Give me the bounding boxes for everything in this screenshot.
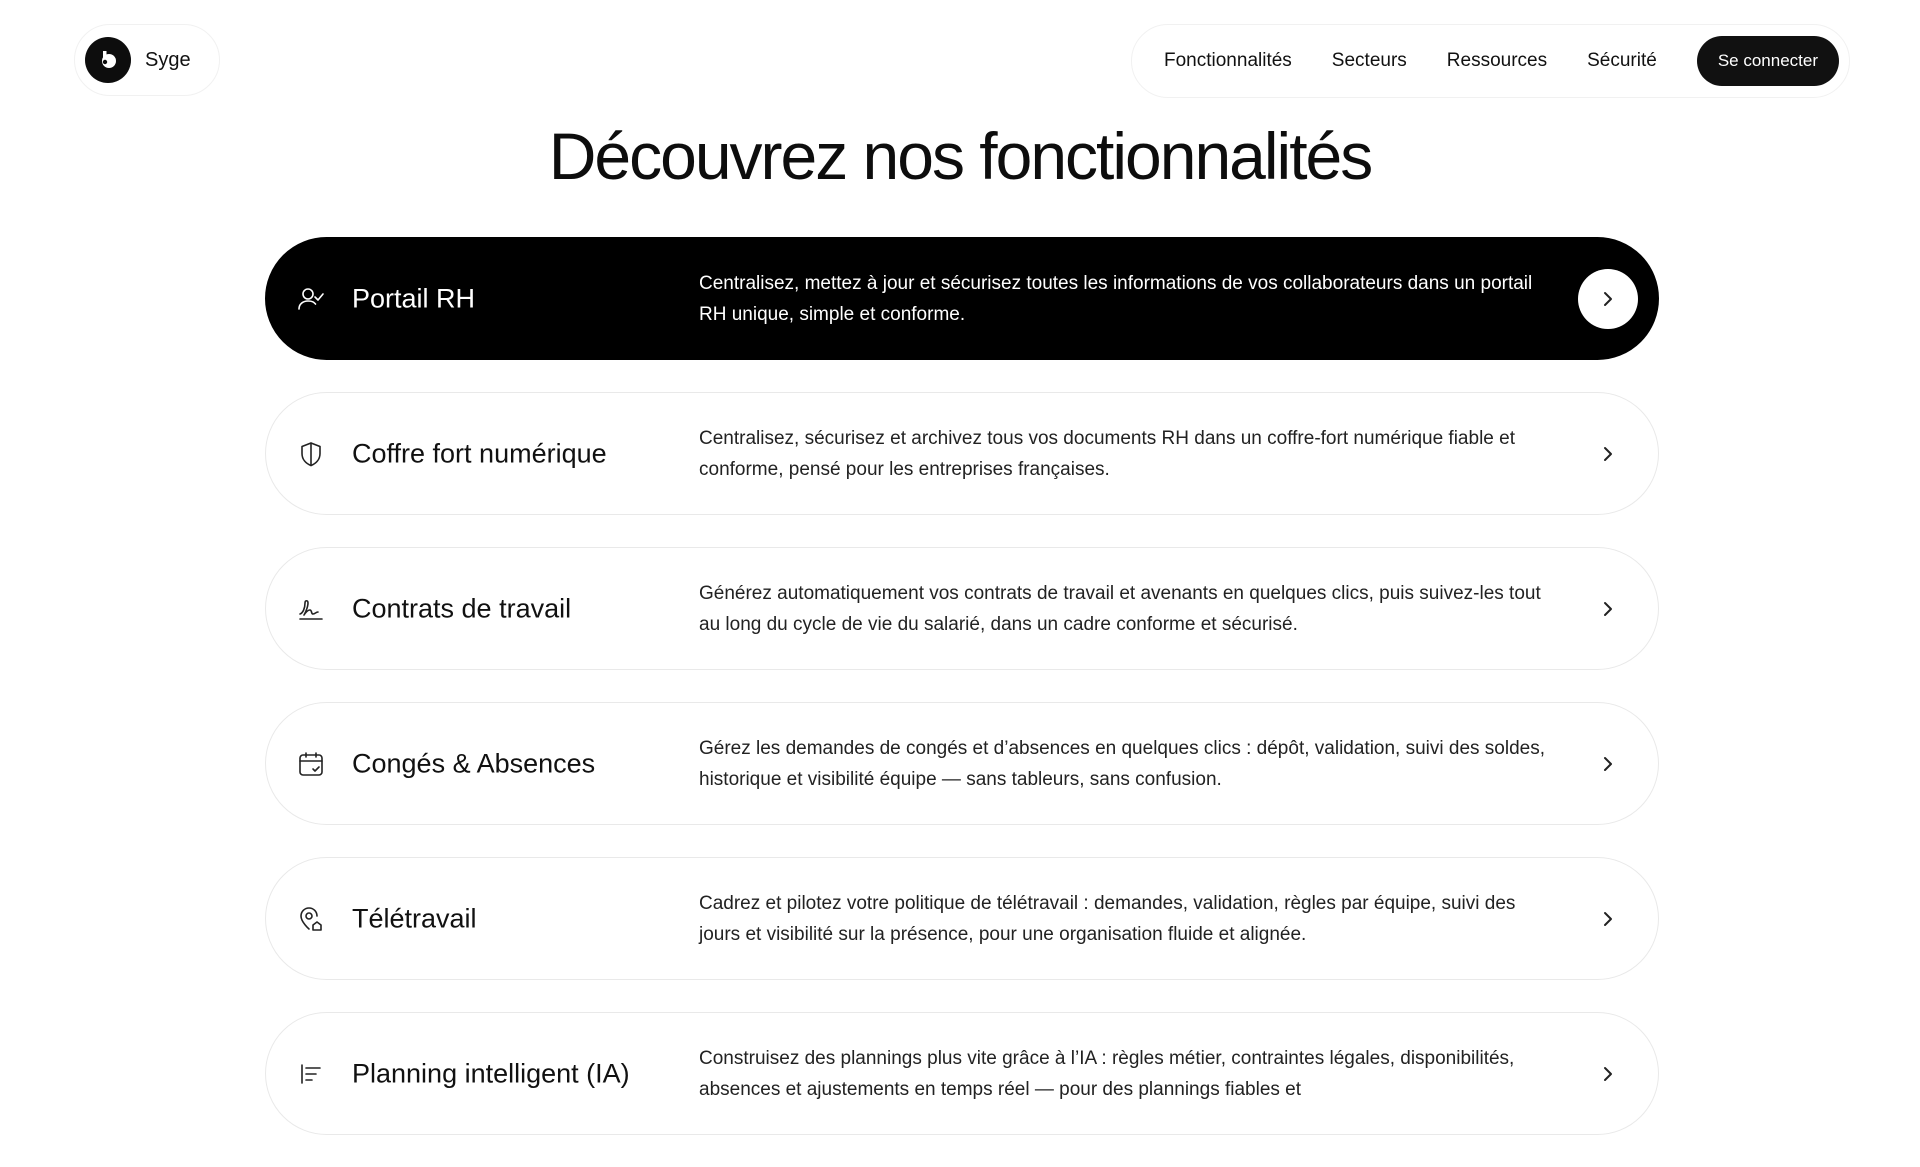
login-button[interactable]: Se connecter (1697, 36, 1839, 86)
feature-description: Construisez des plannings plus vite grâce à l’IA : règles métier, contraintes légales, disponibilités, absences et ajustements en temps réel — pour des plannings fiables et (699, 1047, 1515, 1100)
shield-icon (296, 439, 326, 469)
feature-list (265, 237, 1659, 1167)
feature-title: Portail RH (352, 283, 476, 313)
syge-logo-icon (85, 37, 131, 83)
feature-title: Télétravail (352, 903, 477, 933)
user-check-icon (296, 284, 326, 314)
list-sort-icon (296, 1059, 326, 1089)
feature-card-conges[interactable] (265, 702, 1659, 825)
chevron-right-icon[interactable] (1578, 1044, 1638, 1104)
chevron-right-icon[interactable] (1578, 269, 1638, 329)
nav-link-secteurs[interactable]: Secteurs (1331, 50, 1407, 71)
feature-card-contrats[interactable] (265, 547, 1659, 670)
nav-link-ressources[interactable]: Ressources (1446, 50, 1548, 71)
feature-card-teletravail[interactable] (265, 857, 1659, 980)
calendar-check-icon (296, 749, 326, 779)
feature-title: Coffre fort numérique (352, 438, 607, 468)
feature-card-planning[interactable] (265, 1012, 1659, 1135)
feature-title: Contrats de travail (352, 593, 572, 623)
feature-title: Congés & Absences (352, 748, 596, 778)
chevron-right-icon[interactable] (1578, 889, 1638, 949)
chevron-right-icon[interactable] (1578, 424, 1638, 484)
feature-description: Générez automatiquement vos contrats de travail et avenants en quelques clics, puis suivez-les tout au long du cycle de vie du salarié, dans un cadre conforme et sécurisé. (699, 582, 1541, 635)
signature-icon (296, 594, 326, 624)
feature-title: Planning intelligent (IA) (352, 1058, 630, 1088)
feature-description: Cadrez et pilotez votre politique de télétravail : demandes, validation, règles par équipe, suivi des jours et visibilité sur la présence, pour une organisation fluide et alignée. (699, 892, 1516, 945)
location-home-icon (296, 904, 326, 934)
main-nav (1131, 24, 1850, 98)
feature-description: Gérez les demandes de congés et d’absences en quelques clics : dépôt, validation, suivi des soldes, historique et visibilité équipe — sans tableurs, sans confusion. (699, 737, 1546, 790)
feature-card-portail-rh[interactable] (265, 237, 1659, 360)
brand-home-link[interactable] (74, 24, 220, 96)
nav-link-securite[interactable]: Sécurité (1587, 50, 1657, 71)
page-title: Découvrez nos fonctionnalités (548, 119, 1372, 193)
feature-description: Centralisez, sécurisez et archivez tous vos documents RH dans un coffre-fort numérique fiable et conforme, pensé pour les entreprises françaises. (699, 427, 1515, 480)
nav-link-fonctionnalites[interactable]: Fonctionnalités (1164, 50, 1292, 71)
chevron-right-icon[interactable] (1578, 734, 1638, 794)
feature-card-coffre-fort[interactable] (265, 392, 1659, 515)
brand-name: Syge (145, 48, 191, 71)
feature-description: Centralisez, mettez à jour et sécurisez toutes les informations de vos collaborateurs dans un portail RH unique, simple et conforme. (699, 272, 1533, 325)
chevron-right-icon[interactable] (1578, 579, 1638, 639)
